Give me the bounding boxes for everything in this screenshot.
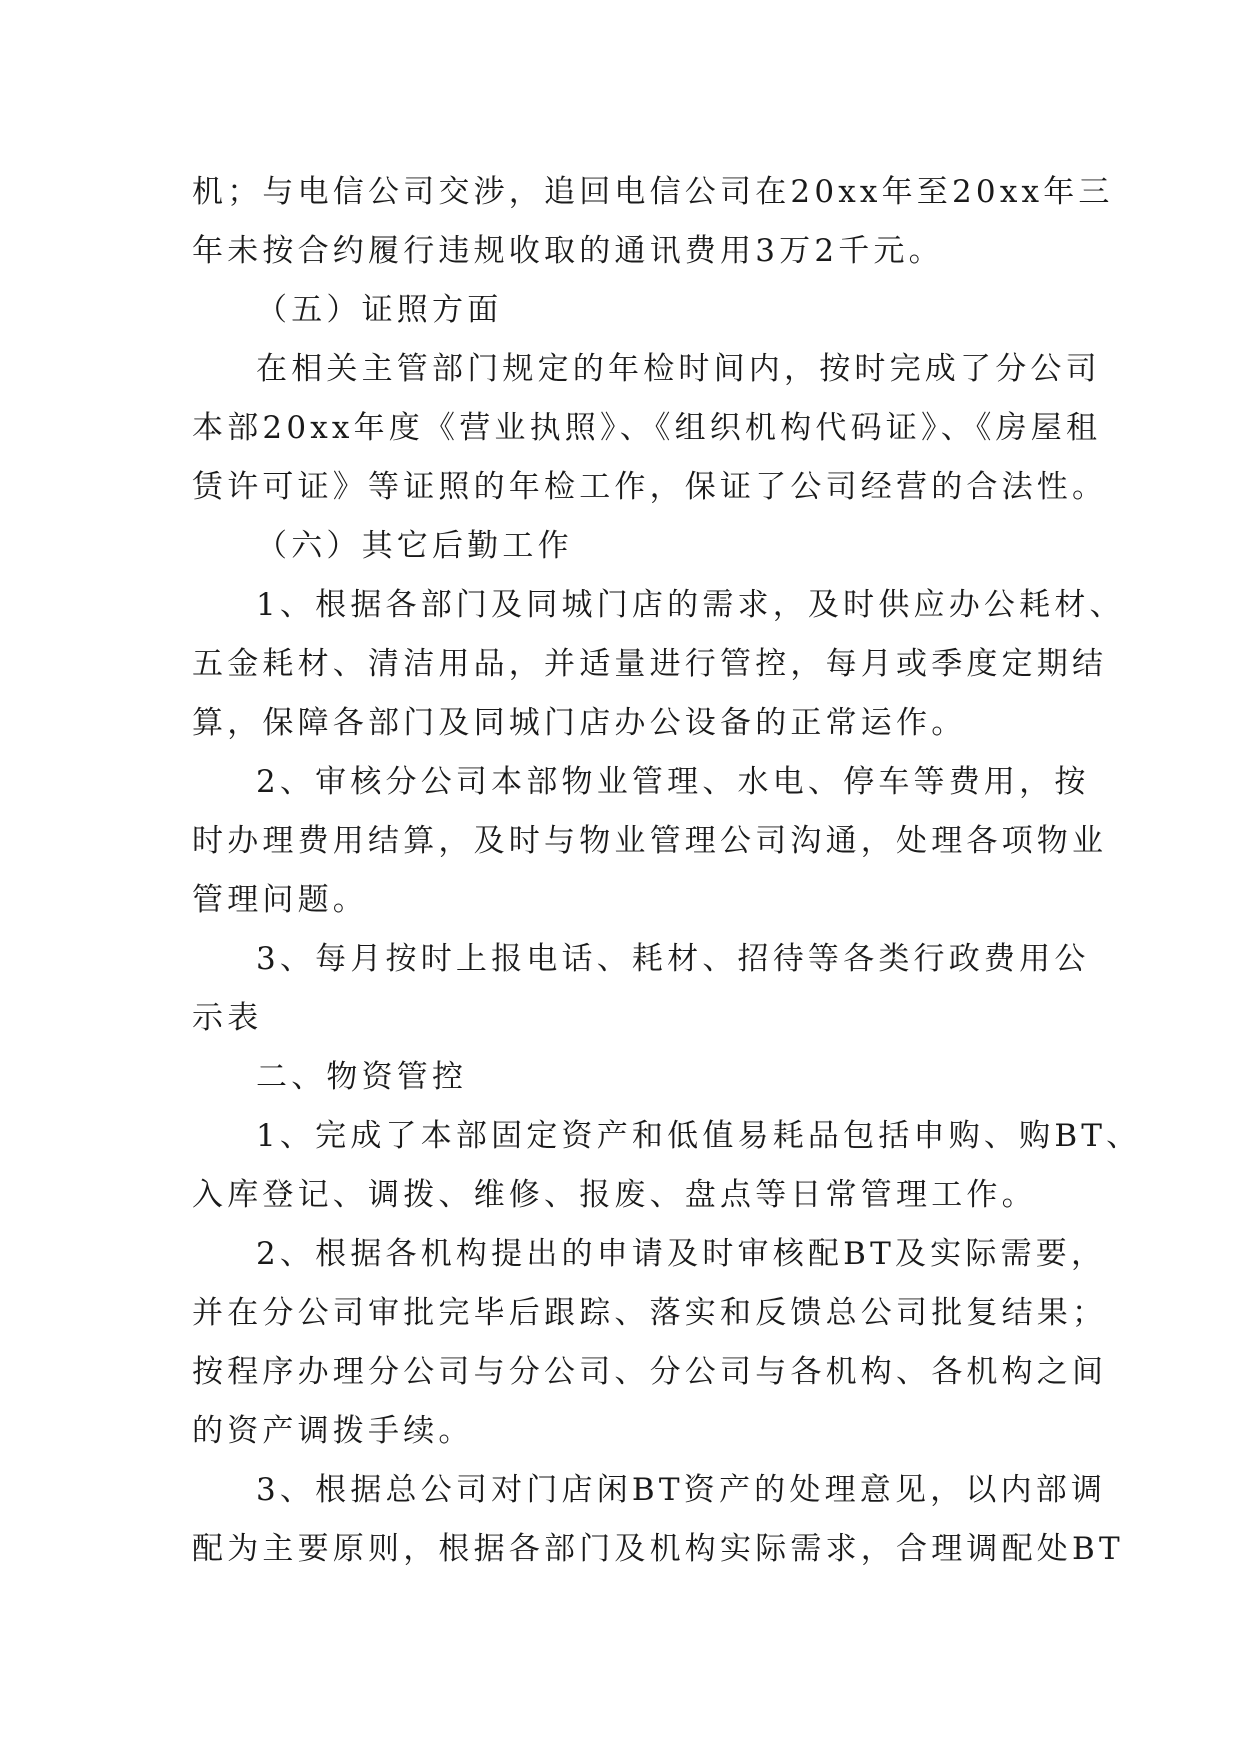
text-line: 1、完成了本部固定资产和低值易耗品包括申购、购BT、 — [256, 1118, 1142, 1154]
body-text — [192, 163, 1142, 1579]
text-line: 在相关主管部门规定的年检时间内，按时完成了分公司 — [256, 351, 1101, 387]
text-line: 机；与电信公司交涉，追回电信公司在20xx年至20xx年三 — [192, 174, 1114, 210]
section-heading: （五）证照方面 — [256, 292, 503, 328]
text-line: 2、根据各机构提出的申请及时审核配BT及实际需要， — [256, 1236, 1107, 1272]
text-line: 按程序办理分公司与分公司、分公司与各机构、各机构之间 — [192, 1354, 1108, 1390]
section-heading: 二、物资管控 — [256, 1059, 468, 1095]
text-line: 本部20xx年度《营业执照》、《组织机构代码证》、《房屋租 — [192, 410, 1102, 446]
text-line: 的资产调拨手续。 — [192, 1413, 474, 1449]
text-line: 五金耗材、清洁用品，并适量进行管控，每月或季度定期结 — [192, 646, 1108, 682]
text-line: 示表 — [192, 1000, 263, 1036]
text-line: 3、根据总公司对门店闲BT资产的处理意见，以内部调 — [256, 1472, 1107, 1508]
text-line: 时办理费用结算，及时与物业管理公司沟通，处理各项物业 — [192, 823, 1108, 859]
text-line: 2、审核分公司本部物业管理、水电、停车等费用，按 — [256, 764, 1090, 800]
text-line: 算，保障各部门及同城门店办公设备的正常运作。 — [192, 705, 967, 741]
section-heading: （六）其它后勤工作 — [256, 528, 573, 564]
text-line: 管理问题。 — [192, 882, 368, 918]
text-line: 配为主要原则，根据各部门及机构实际需求，合理调配处BT — [192, 1531, 1124, 1567]
text-line: 年未按合约履行违规收取的通讯费用3万2千元。 — [192, 233, 944, 269]
text-line: 3、每月按时上报电话、耗材、招待等各类行政费用公 — [256, 941, 1090, 977]
text-line: 赁许可证》等证照的年检工作，保证了公司经营的合法性。 — [192, 469, 1108, 505]
text-line: 入库登记、调拨、维修、报废、盘点等日常管理工作。 — [192, 1177, 1037, 1213]
text-line: 并在分公司审批完毕后跟踪、落实和反馈总公司批复结果； — [192, 1295, 1108, 1331]
text-line: 1、根据各部门及同城门店的需求，及时供应办公耗材、 — [256, 587, 1125, 623]
